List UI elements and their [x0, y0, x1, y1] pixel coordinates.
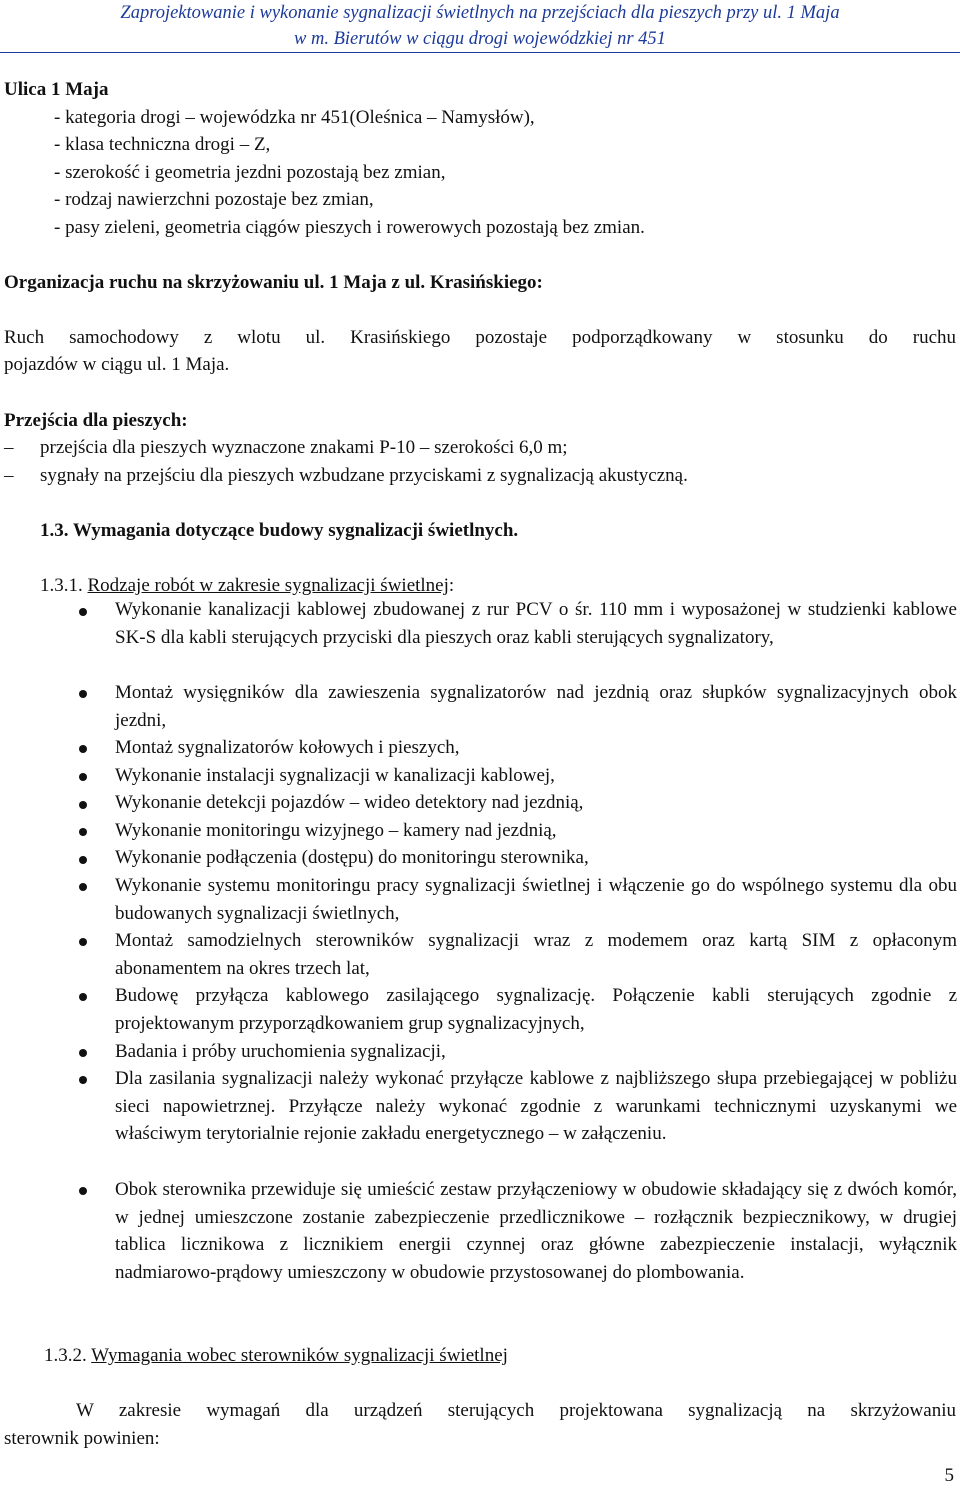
bullet-item-13: Obok sterownika przewiduje się umieścić zestaw przyłączeniowy w obudowie składający się z dwóch komór, w jednej umieszczone zostanie zabezpieczenie przedlicznikowe – rozłącznik bezpiecznikowy, w drugiej tablica licznikowa z licznikiem energii czynnej oraz główne zabezpieczenie instalacji, wyłącznik nadmiarowo-prądowy umieszczony w obudowie przystosowanej do plombowania. [115, 1179, 957, 1283]
bullet-icon [79, 1076, 87, 1084]
bullet-icon [79, 828, 87, 836]
organization-text-line-1: Ruch samochodowy z wlotu ul. Krasińskiego pozostaje podporządkowany w stosunku do ruchu [4, 327, 956, 348]
bullet-item-5: Wykonanie detekcji pojazdów – wideo detektory nad jezdnią, [115, 792, 584, 813]
closing-line-1: W zakresie wymagań dla urządzeń sterujących projektowana sygnalizacją na skrzyżowaniu [76, 1400, 956, 1421]
section-1-3-title: Wymagania dotyczące budowy sygnalizacji świetlnych. [72, 520, 519, 541]
bullet-icon [79, 801, 87, 809]
header-divider [0, 52, 960, 53]
bullet-item-12: Dla zasilania sygnalizacji należy wykonać przyłącze kablowe z najbliższego słupa przebiegającej w pobliżu sieci napowietrznej. Przyłącze należy wykonać zgodnie z warunkami technicznymi uzyskanymi we właściwym terytorialnie rejonie zakładu energetycznego – w załączeniu. [115, 1068, 957, 1144]
bullet-icon [79, 690, 87, 698]
section-1-3-2-heading [44, 1342, 508, 1369]
header-line-2: w m. Bierutów w ciągu drogi wojewódzkiej nr 451 [294, 29, 666, 49]
bullet-icon [79, 745, 87, 753]
street-title: Ulica 1 Maja [4, 79, 109, 100]
bullet-icon [79, 1187, 87, 1195]
bullet-item-3: Montaż sygnalizatorów kołowych i pieszych, [115, 737, 460, 758]
section-1-3-1-heading [40, 572, 454, 599]
crossing-dash-2: – [4, 465, 14, 486]
street-item-2: - klasa techniczna drogi – Z, [54, 134, 271, 155]
crossing-item-2: sygnały na przejściu dla pieszych wzbudzane przyciskami z sygnalizacją akustyczną. [40, 465, 688, 486]
crossing-dash-1: – [4, 437, 14, 458]
bullet-icon [79, 773, 87, 781]
bullet-item-1: Wykonanie kanalizacji kablowej zbudowanej z rur PCV o śr. 110 mm i wyposażonej w studzienki kablowe SK-S dla kabli sterujących przyciski dla pieszych oraz kabli sterujących sygnalizatory, [115, 599, 957, 648]
bullet-icon [79, 856, 87, 864]
section-1-3-1-title: Rodzaje robót w zakresie sygnalizacji świetlnej [87, 575, 449, 596]
bullet-item-11: Badania i próby uruchomienia sygnalizacji, [115, 1041, 446, 1062]
organization-title: Organizacja ruchu na skrzyżowaniu ul. 1 Maja z ul. Krasińskiego: [4, 272, 543, 293]
section-1-3-1-number: 1.3.1. [40, 575, 83, 596]
section-1-3-2-title: Wymagania wobec sterowników sygnalizacji świetlnej [91, 1345, 508, 1366]
section-1-3-number: 1.3. [40, 520, 69, 541]
bullet-item-7: Wykonanie podłączenia (dostępu) do monitoringu sterownika, [115, 847, 589, 868]
bullet-item-4: Wykonanie instalacji sygnalizacji w kanalizacji kablowej, [115, 765, 555, 786]
page-header [0, 0, 960, 52]
bullet-item-8: Wykonanie systemu monitoringu pracy sygnalizacji świetlnej i włączenie go do wspólnego systemu dla obu budowanych sygnalizacji świetlnych, [115, 875, 957, 924]
section-1-3-2-number: 1.3.2. [44, 1345, 87, 1366]
page-number: 5 [944, 1465, 954, 1486]
header-line-1: Zaprojektowanie i wykonanie sygnalizacji świetlnych na przejściach dla pieszych przy ul. 1 Maja [120, 3, 840, 23]
bullet-icon [79, 938, 87, 946]
organization-text-line-2: pojazdów w ciągu ul. 1 Maja. [4, 354, 230, 375]
section-1-3-1-colon: : [448, 575, 455, 596]
bullet-icon [79, 1049, 87, 1057]
crossing-item-1: przejścia dla pieszych wyznaczone znakami P-10 – szerokości 6,0 m; [40, 437, 568, 458]
bullet-icon [79, 993, 87, 1001]
street-item-5: - pasy zieleni, geometria ciągów pieszych i rowerowych pozostają bez zmian. [54, 217, 645, 238]
closing-line-2: sterownik powinien: [4, 1428, 160, 1449]
street-item-1: - kategoria drogi – wojewódzka nr 451(Oleśnica – Namysłów), [54, 107, 535, 128]
bullet-icon [79, 883, 87, 891]
crossings-title: Przejścia dla pieszych: [4, 410, 188, 431]
street-item-4: - rodzaj nawierzchni pozostaje bez zmian, [54, 189, 374, 210]
bullet-item-9: Montaż samodzielnych sterowników sygnalizacji wraz z modemem oraz kartą SIM z opłaconym abonamentem na okres trzech lat, [115, 930, 957, 979]
bullet-item-10: Budowę przyłącza kablowego zasilającego sygnalizację. Połączenie kabli sterujących zgodnie z projektowanym przyporządkowaniem grup sygnalizacyjnych, [115, 985, 957, 1034]
bullet-icon [79, 608, 87, 616]
bullet-item-2: Montaż wysięgników dla zawieszenia sygnalizatorów nad jezdnią oraz słupków sygnalizacyjnych obok jezdni, [115, 682, 957, 731]
bullet-item-6: Wykonanie monitoringu wizyjnego – kamery nad jezdnią, [115, 820, 557, 841]
section-1-3-heading [40, 517, 518, 544]
street-item-3: - szerokość i geometria jezdni pozostają bez zmian, [54, 162, 446, 183]
